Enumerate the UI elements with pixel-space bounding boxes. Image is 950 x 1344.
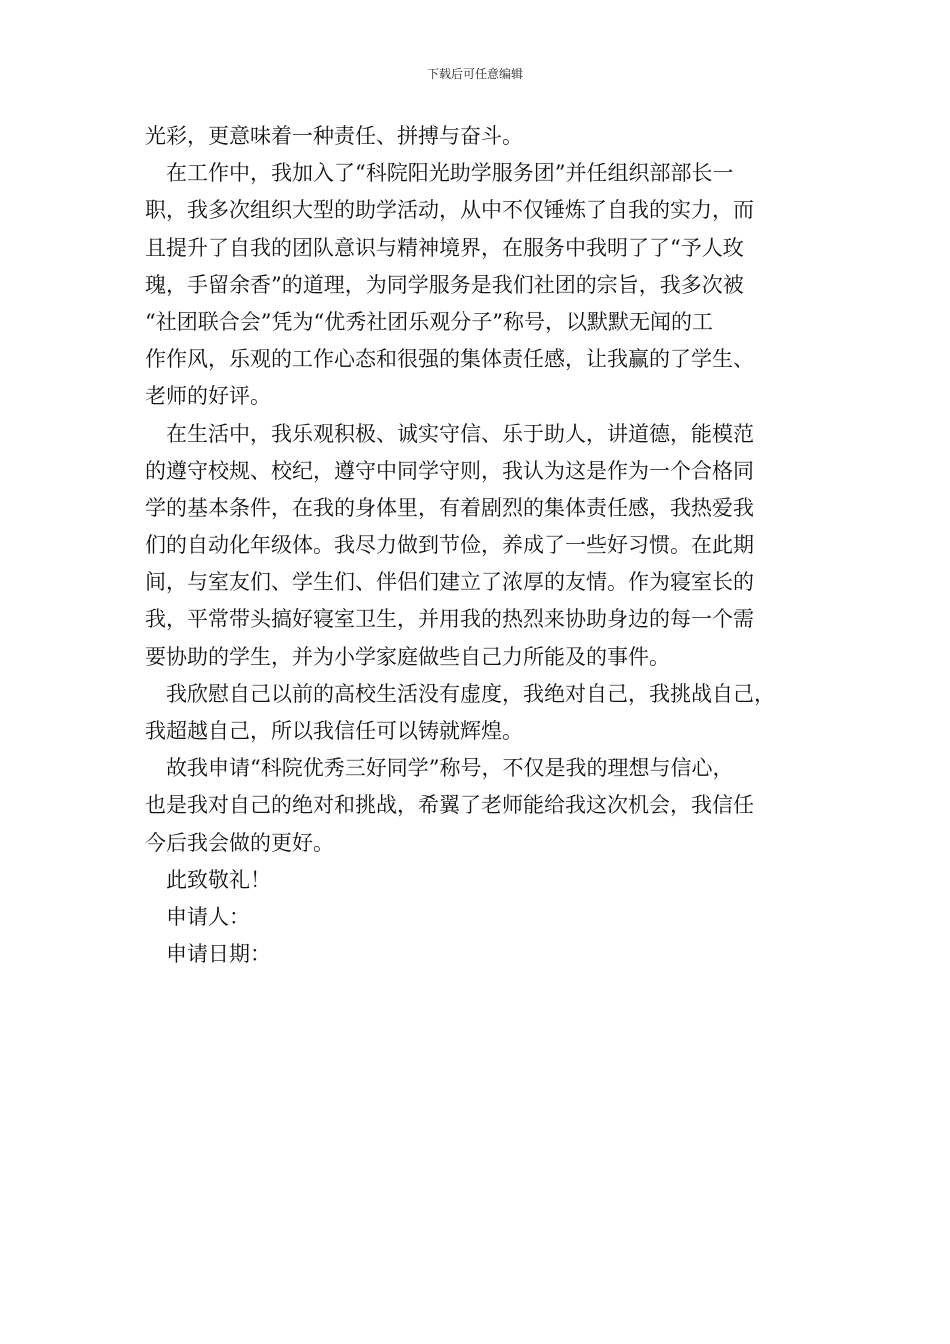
paragraph-line: 故我申请“科院优秀三好同学”称号，不仅是我的理想与信心，	[166, 756, 734, 781]
paragraph-line: 老师的好评。	[145, 384, 271, 409]
document-body	[145, 118, 815, 973]
paragraph-line: 也是我对自己的绝对和挑战，希翼了老师能给我这次机会，我信任	[145, 793, 754, 818]
applicant-label: 申请人：	[166, 904, 250, 929]
paragraph-line: 光彩，更意味着一种责任、拼搏与奋斗。	[145, 124, 523, 148]
closing-salute: 此致敬礼！	[166, 867, 271, 892]
paragraph-line: 作作风，乐观的工作心态和很强的集体责任感，让我赢的了学生、	[145, 347, 754, 372]
paragraph-line: 在工作中，我加入了“科院阳光助学服务团”并任组织部部长一	[166, 161, 734, 186]
paragraph-line: 我超越自己，所以我信任可以铸就辉煌。	[145, 719, 523, 743]
paragraph-line: 我，平常带头搞好寝室卫生，并用我的热烈来协助身边的每一个需	[145, 607, 754, 632]
paragraph-line: 我欣慰自己以前的高校生活没有虚度，我绝对自己，我挑战自己，	[166, 681, 775, 706]
paragraph-line: “社团联合会”凭为“优秀社团乐观分子”称号，以默默无闻的工	[145, 309, 713, 334]
paragraph-line: 且提升了自我的团队意识与精神境界，在服务中我明了了“予人玫	[145, 235, 744, 260]
paragraph-line: 学的基本条件，在我的身体里，有着剧烈的集体责任感，我热爱我	[145, 495, 754, 520]
paragraph-line: 间，与室友们、学生们、伴侣们建立了浓厚的友情。作为寝室长的	[145, 570, 754, 595]
paragraph-line: 瑰，手留余香”的道理，为同学服务是我们社团的宗旨，我多次被	[145, 272, 744, 297]
paragraph-line: 的遵守校规、校纪，遵守中同学守则，我认为这是作为一个合格同	[145, 458, 754, 483]
paragraph-line: 在生活中，我乐观积极、诚实守信、乐于助人，讲道德，能模范	[166, 421, 754, 446]
paragraph-line: 要协助的学生，并为小学家庭做些自己力所能及的事件。	[145, 644, 670, 669]
paragraph-line: 职，我多次组织大型的助学活动，从中不仅锤炼了自我的实力，而	[145, 198, 754, 223]
page-header: 下载后可任意编辑	[426, 67, 523, 81]
paragraph-line: 今后我会做的更好。	[145, 830, 334, 855]
application-date-label: 申请日期：	[166, 942, 271, 967]
paragraph-line: 们的自动化年级体。我尽力做到节俭，养成了一些好习惯。在此期	[145, 533, 754, 558]
